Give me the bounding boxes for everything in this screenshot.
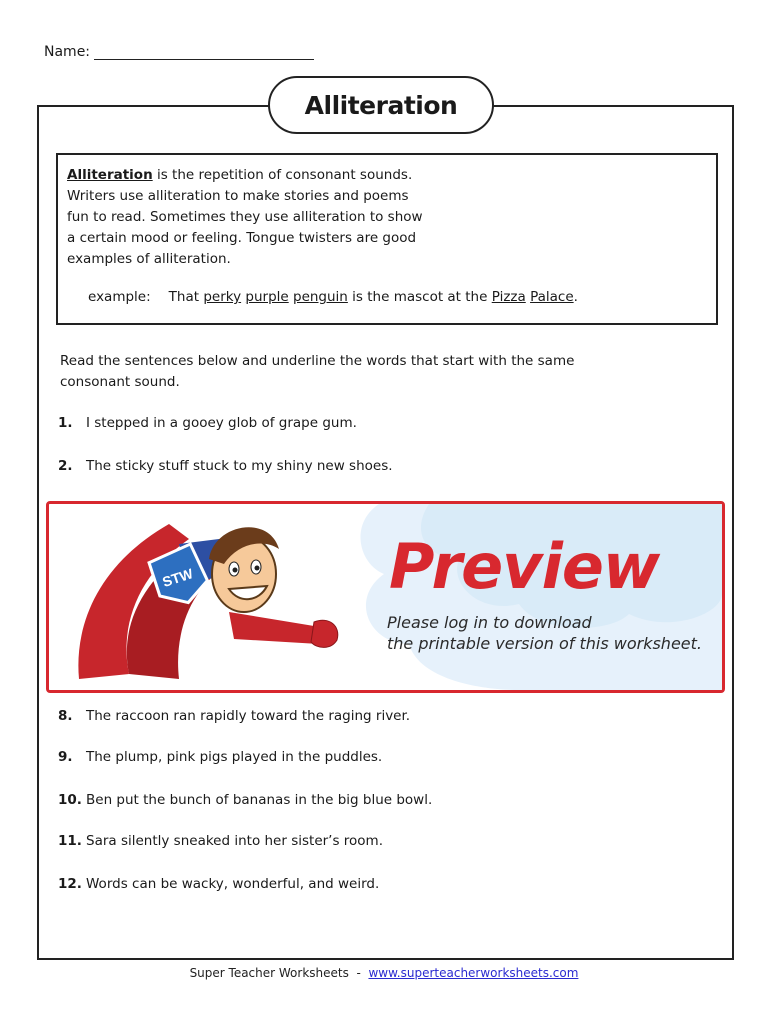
example-sentence bbox=[88, 289, 578, 305]
item-text: Ben put the bunch of bananas in the big blue bowl. bbox=[86, 792, 433, 808]
example-underlined-word: purple bbox=[245, 289, 289, 305]
item-number: 2. bbox=[58, 458, 73, 474]
example-underlined-word: perky bbox=[203, 289, 242, 305]
instructions: Read the sentences below and underline the words that start with the same consonant sound. bbox=[60, 353, 575, 390]
definition-line: a certain mood or feeling. Tongue twisters are good bbox=[67, 230, 417, 246]
name-field[interactable] bbox=[94, 45, 314, 60]
list-item bbox=[58, 833, 383, 849]
item-text: I stepped in a gooey glob of grape gum. bbox=[86, 415, 357, 431]
item-text: The plump, pink pigs played in the puddles. bbox=[86, 749, 383, 765]
definition-line: fun to read. Sometimes they use alliteration to show bbox=[67, 209, 423, 225]
item-number: 1. bbox=[58, 415, 73, 431]
example-underlined-word: Palace bbox=[530, 289, 574, 305]
example-underlined-word: Pizza bbox=[491, 289, 526, 305]
item-number: 11. bbox=[58, 833, 82, 849]
preview-line: Please log in to download bbox=[387, 613, 592, 632]
example-underlined-word: penguin bbox=[293, 289, 348, 305]
definition-line: examples of alliteration. bbox=[67, 251, 231, 267]
list-item bbox=[58, 749, 382, 765]
definition-term: Alliteration bbox=[67, 167, 153, 183]
definition-line: Writers use alliteration to make stories and poems bbox=[67, 188, 409, 204]
superhero-mascot-icon bbox=[59, 504, 359, 690]
preview-banner[interactable] bbox=[46, 501, 725, 693]
example-label: example: bbox=[88, 289, 151, 305]
item-number: 9. bbox=[58, 749, 73, 765]
preview-line: the printable version of this worksheet. bbox=[387, 634, 702, 653]
definition-line: is the repetition of consonant sounds. bbox=[152, 167, 413, 183]
item-number: 10. bbox=[58, 792, 82, 808]
example-text: That bbox=[168, 289, 204, 305]
footer-brand: Super Teacher Worksheets - bbox=[189, 966, 369, 980]
item-number: 12. bbox=[58, 876, 82, 892]
list-item bbox=[58, 792, 432, 808]
preview-message bbox=[387, 612, 702, 654]
list-item bbox=[58, 415, 357, 431]
definition-text bbox=[67, 165, 467, 270]
name-label: Name: bbox=[44, 44, 91, 60]
list-item bbox=[58, 876, 379, 892]
list-item bbox=[58, 708, 410, 724]
item-text: The raccoon ran rapidly toward the raging river. bbox=[86, 708, 411, 724]
footer bbox=[0, 966, 768, 980]
item-text: Words can be wacky, wonderful, and weird. bbox=[86, 876, 380, 892]
item-text: Sara silently sneaked into her sister’s room. bbox=[86, 833, 383, 849]
item-text: The sticky stuff stuck to my shiny new shoes. bbox=[86, 458, 393, 474]
name-row bbox=[44, 44, 314, 60]
example-text: . bbox=[573, 289, 578, 305]
example-text: is the mascot at the bbox=[347, 289, 492, 305]
preview-title: Preview bbox=[389, 530, 660, 603]
footer-link[interactable]: www.superteacherworksheets.com bbox=[368, 966, 579, 980]
worksheet-title: Alliteration bbox=[268, 76, 494, 134]
item-number: 8. bbox=[58, 708, 73, 724]
mascot-badge-text: STW bbox=[160, 565, 195, 591]
definition-box bbox=[56, 153, 718, 325]
list-item bbox=[58, 458, 393, 474]
